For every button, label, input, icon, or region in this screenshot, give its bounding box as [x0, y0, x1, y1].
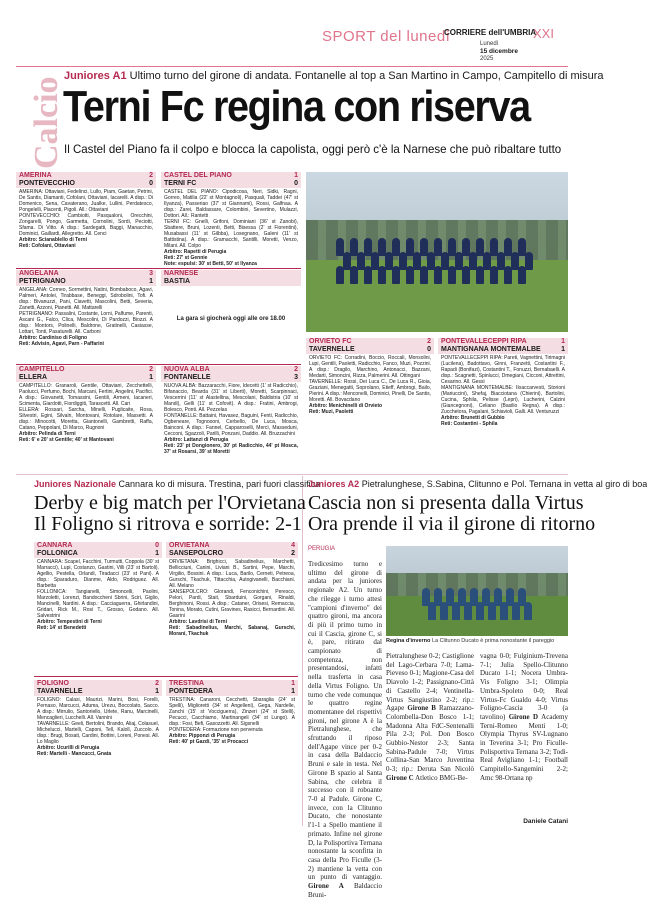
- referee: Arbitro: Lavdrisi di Terni: [169, 619, 227, 625]
- home-score: 2: [155, 680, 159, 687]
- match-card: [166, 542, 298, 637]
- referee: Arbitro: Pelinda di Terni: [19, 431, 76, 437]
- away-team: TERNI FC: [164, 180, 197, 187]
- score-box: [34, 542, 162, 558]
- main-kicker: [64, 70, 603, 82]
- left-title-line2: Il Foligno si ritrova e sorride: 2-1: [34, 513, 302, 535]
- right-title-line2: Ora prende il via il girone di ritorno: [308, 513, 596, 535]
- away-team: PONTEVECCHIO: [19, 180, 76, 187]
- lineup-home: TRESTINA: Canaroni, Cecchetti, Sbaraglia (24' st Spelli), Miglioretti (34' st Angelleni), Gega, Nardelle, Zanchi (15' st Vocciguerra), Zinzeri (24' st Stelli), Pecucci, Cacchiamo, Martinangeli (34' st Lungo). A disp.: Fosi, Befi, Gasozzetti. All. Sigsnelli: [169, 697, 295, 727]
- match-card: [161, 172, 301, 267]
- lineup-away: PONTEDERA: Formazione non pervenuta: [169, 727, 263, 733]
- article-col2-text: Pietralunghese 0-2; Castiglione del Lago-Cerbara 7-0; Lama-Pieveso 0-1; Magione-Casa del Diavolo 1-2; Passignano-Città di Castello 2-4; Ventinella-Virtus Sangiustino 2-2; rip.: Agape: [386, 652, 474, 713]
- away-score: 1: [291, 688, 295, 695]
- player-figure: [434, 266, 442, 284]
- lineup-away: MANTIGNANA MONTEMALBE: Iloaccarvesti, Storioni (Mariuccini), Shefaj, Biacciotana (Chierini), Bartolini, Cucina, Sphila, Pelisse (Lepri), Lucherini, Calzini (Giancegnoni), Celiano (Basilio Regna). A disp.: Zucchetora, Pagalani, Schiavioli, Galli. All. Venturuzzi: [441, 385, 565, 415]
- home-team: TRESTINA: [169, 680, 204, 687]
- notes: Note: espulsi: 30' st Betti, 50' st Ilyanza: [164, 261, 257, 267]
- player-figure: [524, 602, 532, 620]
- lineup-away: PONTEVECCHIO: Cambiotti, Pasqualoni, Orecchini, Zongarelli, Pongo, Garmetta, Cornolini, Sordi, Peciotti, Sfama. Di Vitto. A disp.: Sardegatti, Baggi, Manacchio, Dominici, Gaillardi, Allegretto. All. Cenci: [19, 213, 153, 237]
- away-team: FOLLONICA: [37, 550, 78, 557]
- lineup-home: CANNARA: Scapel, Facchini, Turmutti, Coppola (30' st Marracci), Lupi, Costanzo, Gastini, Villi (23' st Bartoli), Agellio, Pestella, Orlandi, Tiradacci (23' st Pani). A disp.: Sparaduro, Dianme, Aldo, Rodriguez. All. Barbetta: [37, 559, 159, 589]
- match-card: [306, 338, 434, 415]
- player-figure: [462, 266, 470, 284]
- home-team: ORVIETO FC: [309, 338, 352, 345]
- match-card: [34, 680, 162, 757]
- away-team: TAVERNELLE: [309, 346, 355, 353]
- away-team: MANTIGNANA MONTEMALBE: [441, 346, 541, 353]
- girone-d-text: Academy Terni-Romeo Menti 1-0; Olympia Thyrus SV-Lugnano in Teverina 3-1; Pro Ficulle-Polisportiva Ternana 3-2; Todi-Real Avigliano 1-1; Football Campitello-Sangemini 2-2; Amc 98-Ortana np: [480, 712, 568, 782]
- column-divider: [302, 476, 303, 826]
- score-box: [161, 366, 301, 382]
- score-box: [438, 338, 568, 354]
- player-figure: [464, 602, 472, 620]
- away-score: 0: [149, 180, 153, 187]
- left-kicker-text: Cannara ko di misura. Trestina, pari fuori classifica: [118, 479, 321, 489]
- girone-c-text: Atletico BMG-Be-: [415, 773, 468, 782]
- away-team: SANSEPOLCRO: [169, 550, 224, 557]
- girone-c-label: Girone C: [386, 773, 414, 782]
- lineup-home: FOLIGNO: Calasi, Maurizi, Marini, Bosi, Forelli, Pernaso, Marcucci, Aduma, Urezu, Boccolato, Sacco. A disp.: Mirrulio, Santoriello, Urlete, Ranu, Marcinelli, Mencaglieri, Lucchelli. All. Vannini: [37, 697, 159, 721]
- match-card: [16, 270, 156, 347]
- goals: Reti: 23' pt Dongionero, 30' pt Radicchio, 44' pt Mosca, 37' st Rosarsi, 39' st Moretti: [164, 443, 298, 455]
- player-figure: [504, 266, 512, 284]
- away-score: 1: [149, 278, 153, 285]
- away-score: 1: [149, 374, 153, 381]
- home-team: NARNESE: [164, 270, 199, 277]
- away-score: 1: [155, 688, 159, 695]
- article-column-3: [480, 652, 568, 783]
- lineup-home: ANGELANA: Corneo, Sormettini, Natini, Bombaboco, Agavi, Palmeri, Antolei, Tirabbase, Beneggi, Sdrobolini, Tofi. A disp.: Bivanuzzi, Pani, Ciavetti, Mascolini, Betti, Severia, Zanetti, Azzoni, Pianetti. All. Mattarelli: [19, 287, 153, 311]
- match-card: [34, 542, 162, 631]
- home-score: 0: [155, 542, 159, 549]
- referee: Arbitro: Lattanzi di Perugia: [164, 437, 229, 443]
- player-figure: [428, 602, 436, 620]
- header-rule: [16, 66, 568, 67]
- main-kicker-text: Ultimo turno del girone di andata. Fontanelle al top a San Martino in Campo, Campitello di misura: [129, 70, 604, 82]
- date-year: 2025: [480, 56, 494, 62]
- goals: Reti: Cofolani, Ottaviani: [19, 243, 76, 249]
- player-figure: [452, 602, 460, 620]
- girone-b-label: Girone B: [407, 704, 436, 713]
- lineup-away: FONTANELLE: Battaini, Havasez, Baguini, Fenti, Radicchio, Ogbeneare, Tognoooni, Cerbello, De Luca, Mosca, Bainconi. A disp.: Fannel, Capparoselli, Mercì, Masseduni, Cecconi, Sgazzoli, Parilli, Ponzani, Daddio. All. Bruzzachini: [164, 413, 298, 437]
- section-title: SPORT del lunedì: [322, 28, 451, 45]
- away-score: 0: [294, 180, 298, 187]
- home-team: NUOVA ALBA: [164, 366, 210, 373]
- lineup-home: CASTEL DEL PIANO: Cipodicosa, Neri, Sidki, Ragni, Gorreo, Matilia (22' st Montagnoli), Pasquali, Taddei (47' st Ilyanza), Passeriao (37' st Giannami), Rossi, Galfnaa. A disp.: Zarei, Baldassare, Colombini, Severtino, Mulazzi, Dottori. All.: Rantetti: [164, 189, 298, 219]
- lineup-away: FOLLONICA: Tangianelli, Simoncelli, Paolini, Marzoletti, Lorenzi, Bandoccheni Sbrini, Sciri, Giglio, Mancinelli, Nardini. A disp.: Cacciaguerra, Ghirlandini, Gridari, Rick M., Rosi T., Grosso, Godano. All. Salvestrini: [37, 589, 159, 619]
- divider: [16, 268, 301, 269]
- player-figure: [336, 266, 344, 284]
- article-column-1: [308, 560, 382, 899]
- goals: Reti: 6' e 20' st Gentile; 40' st Mantovani: [19, 437, 114, 443]
- lineup-away: ELLERA: Rossari, Sarcha, Minelli, Puglicaite, Rosa, Silvestri, Egini, Silvaln, Montovani, Rotolare, Massetti. A disp.: Minocotti, Moretta, Giantonelli, Gambretti, Raffa, Catano, Peppolani, Di Marco, Rugnoni: [19, 407, 153, 431]
- lineup-away: TAVARNELLE: Geeli, Bertolini, Brando, Aliaj, Colasuel, Michelucci, Martelli, Caponi, Tell, Kaloll, Zuccolo. A disp.: Brugi, Bosati, Cardini, Bottini, Loreni, Ponesi. All. Lo Maglio: [37, 721, 159, 745]
- home-team: CASTEL DEL PIANO: [164, 172, 232, 179]
- player-figure: [512, 602, 520, 620]
- away-score: 2: [291, 550, 295, 557]
- referee: Arbitro: Ucurilli di Perugia: [37, 745, 100, 751]
- player-figure: [490, 266, 498, 284]
- home-team: PONTEVALLECEPPI RIPA: [441, 338, 527, 345]
- left-title-line1: Derby e big match per l'Orvietana: [34, 492, 306, 514]
- right-kicker-label: Juniores A2: [308, 479, 360, 489]
- player-figure: [525, 252, 533, 270]
- divider: [16, 364, 301, 365]
- goals: Reti: Martelli - Mancucci, Gnata: [37, 751, 112, 757]
- goals: Reti: Sabadinelius, Marchi, Sabanaj, Gurschi, Morani, Tkachuk: [169, 625, 295, 637]
- player-figure: [476, 602, 484, 620]
- score-box: [161, 270, 301, 286]
- player-figure: [406, 266, 414, 284]
- referee: Arbitro: Cardiniso di Foligno: [19, 335, 88, 341]
- right-kicker: [308, 479, 647, 489]
- lineup-away: TAVERNELLE: Rossi, Dei Luca C., De Luca R., Gioia, Graziani, Menegatti, Soprolano, Etieff, Ambrogi, Bailo, Pierini. A disp.: Menconelli, Dominici, Pinelli, De Santis, Moretti. All. Bovacdano: [309, 379, 431, 403]
- author: Daniele Catani: [523, 818, 568, 825]
- away-score: 1: [561, 346, 565, 353]
- match-card: [438, 338, 568, 427]
- score-box: [166, 542, 298, 558]
- section-divider: [16, 474, 568, 475]
- home-score: 2: [149, 172, 153, 179]
- referee: Arbitro: Menichinelli di Orvieto: [309, 403, 383, 409]
- home-score: 1: [294, 172, 298, 179]
- away-team: BASTIA: [164, 278, 191, 285]
- score-box: [34, 680, 162, 696]
- referee: Arbitro: Rapetti di Perugia: [164, 249, 227, 255]
- main-headline: Terni Fc regina con riserva: [63, 82, 530, 131]
- dateline: PERUGIA: [308, 546, 336, 552]
- girone-b-text: Ramazzano-Colombella-Don Bosco 1-1; Madonna Alta FdC-Sentenalli Pila 2-3; Pol. Don Bosco Gubbio-Nestor 2-3; Santa Sabina-Padule 7-0; Virtus Collina-San Marco Juventina 0-3; rip.: Deruta San Nicolò: [386, 704, 474, 774]
- match-card: [161, 270, 301, 322]
- home-team: ANGELANA: [19, 270, 59, 277]
- match-card: [16, 366, 156, 443]
- lineup-home: PONTEVALLECEPPI RIPA: Pareti, Vagnettini, Tirimagni (Lucilena), Badottavo, Ginni, Franzetti, Costantini F., Rapadi (Bonifazi), Costantini T., Fonuzzi, Bernabaelli. A disp.: Scagnetti, Spinlucci, Dmegiani, Cicconi, Attrettini, Cesarino. All. Gessi: [441, 355, 565, 385]
- referee: Arbitro: Pipponzi di Perugia: [169, 733, 236, 739]
- lineup-away: SANSEPOLCRO: Glorandi, Fenconichini, Peresco, Pelori, Pardi, Stait, Sbarduini, Gorgani, Rinaldi, Berghinoni, Rossi. A disp.: Cataner, Orisesi, Remaccia, Tonina, Morato, Cutini, Gravines, Rasicci, Bernardini. All. Gasrini: [169, 589, 295, 619]
- caption-text: La Clitunno Ducato è prima nonostante il pareggio: [431, 638, 555, 644]
- lineup-home: AMERINA: Ottaviani, Fedelinci, Lullo, Piam, Gaetan, Petrini, De Santis, Diamanti, Cofolani, Ottaviani, Iacarelli. A disp.: Di Domenico, Sena, Cavaterano, Jualke, Lullini, Perdatesco, Pongelelli, Piacenti, Pigoli. All.: Ottaviani: [19, 189, 153, 213]
- goals: Reti: 40' pt Gazdi, '35' st Procacci: [169, 739, 249, 745]
- girone-a-label: Girone A: [308, 882, 344, 891]
- away-score: 3: [294, 374, 298, 381]
- player-figure: [440, 602, 448, 620]
- player-figure: [392, 266, 400, 284]
- match-card: [166, 680, 298, 745]
- player-figure: [518, 266, 526, 284]
- home-team: AMERINA: [19, 172, 52, 179]
- score-box: [166, 680, 298, 696]
- caption-label: Regina d'inverno: [386, 638, 431, 644]
- player-figure: [350, 266, 358, 284]
- score-box: [16, 172, 156, 188]
- away-team: ELLERA: [19, 374, 47, 381]
- goals: Reti: 27' st Gennie: [164, 255, 208, 261]
- away-score: 0: [427, 346, 431, 353]
- referee: Arbitro: Tempestini di Terni: [37, 619, 102, 625]
- score-box: [306, 338, 434, 354]
- date-date: 15 dicembre: [480, 48, 518, 55]
- home-team: CAMPITELLO: [19, 366, 65, 373]
- match-note: La gara si giocherà oggi alle ore 18.00: [176, 316, 286, 322]
- match-card: [16, 172, 156, 249]
- home-score: 2: [149, 366, 153, 373]
- player-figure: [378, 266, 386, 284]
- lineup-home: ORVIETANA: Brighicci, Sabadinelius, Marchetti, Bellicciuni, Canini, Liviani B., Sartini, Pepe, Marchi, Virgilio, Bossini. A disp.: Luca, Barilo, Cerneti, Petreoa, Gurschi, Tkachuk, Tittacchia, Autogivanelli, Bacchiani. All. Melano: [169, 559, 295, 589]
- right-kicker-text: Pietralunghese, S.Sabina, Clitunno e Pol. Ternana in vetta al giro di boa: [361, 479, 647, 489]
- score-box: [16, 366, 156, 382]
- article-column-2: [386, 652, 474, 783]
- lineup-home: CAMPITELLO: Granaroli, Gentile, Ottaviani, Zecchettelli, Paolucci, Perfumo, Bochi, Marcani, Fertini, Angelini, Pacifici. A disp.: Giovanetti, Tomassini, Gentili, Armeni, Iacaneri, Scimenta, Giardotti, Fiordiggiti, Tarascetti. All. Cari: [19, 383, 153, 407]
- referee: Arbitro: Scianablello di Terni: [19, 237, 87, 243]
- goals: Reti: Costantini - Sphila: [441, 421, 498, 427]
- girone-d-label: Girone D: [508, 712, 539, 721]
- away-team: PONTEDERA: [169, 688, 213, 695]
- team-photo-2: [386, 546, 568, 636]
- goals: Reti: 14' st Benedetti: [37, 625, 87, 631]
- newspaper-logo: CORRIERE dell'UMBRIA: [444, 28, 537, 37]
- away-team: PETRIGNANO: [19, 278, 66, 285]
- away-score: 1: [155, 550, 159, 557]
- lineup-home: ORVIETO FC: Corradini, Boccio, Roccali, Monsolini, Lupi, Gentili, Paoletti, Radicchio, Fanco, Muzi, Pozzini. A disp.: Dragilo, Marchino, Antonacci, Bazzani, Medarti, Simoncini, Rizza, Palmerini. All. Ottingani: [309, 355, 431, 379]
- match-card: [161, 366, 301, 455]
- home-team: ORVIETANA: [169, 542, 210, 549]
- home-score: 2: [294, 366, 298, 373]
- article-col3-text: vagna 0-0; Fulginium-Trevena 7-1; Julia Spello-Clitunno Ducato 1-1; Nocera Umbra-Vis Foligno 3-1; Olimpia Umbra-Spoleto 0-0; Real Virtus-Fc Gualdo 4-0; Virtus Foligno-Cascia 3-0 (a tavolino): [480, 652, 568, 721]
- lineup-away: PETRIGNANO: Passalini, Costante, Lorni, Palfume, Parenti, Ascani G., Falco, Clica, Mescolini, Di Pardozzi, Biozzi. A disp.: Montors, Polinelli, Baldrone, Gratinelli, Casiasse, Lottari, Tonti, Pasaturelli. All. Carboni: [19, 311, 153, 335]
- goals: Reti: Advisin, Agavi, Parn - Paffarini: [19, 341, 104, 347]
- date-day: Lunedì: [480, 41, 499, 47]
- home-score: 3: [149, 270, 153, 277]
- away-team: FONTANELLE: [164, 374, 211, 381]
- main-subhead: Il Castel del Piano fa il colpo e blocca la capolista, oggi però c'è la Narnese che può ribaltare tutto: [64, 142, 562, 156]
- player-figure: [364, 266, 372, 284]
- photo-caption: [386, 638, 568, 644]
- page-number: XXI: [533, 26, 554, 41]
- girone-a-text: Baldaccio Bruni-: [308, 882, 382, 899]
- player-figure: [448, 266, 456, 284]
- right-title-line1: Cascia non si presenta dalla Virtus: [308, 492, 584, 514]
- home-team: FOLIGNO: [37, 680, 69, 687]
- home-team: CANNARA: [37, 542, 73, 549]
- player-figure: [500, 602, 508, 620]
- article-col1-text: Tredicesimo turno e ultimo del girone di andata per la juniores regionale A2. Un turno che rilegge i turno attesi "campioni d'inverno" dei quattro gironi, ma ancora di più il primo turno in cui il Cascia, girone C, si è, pare, ritirato dal campionato di competenza, non presentandosi, infatti nella trasferta in casa della Virtus Foligno. Un turno che vede comunque le quattro regine momentanee del rispettivi gironi, nel girone A è la Pietralunghese, che sfruttando il riposo dell'Agape vince per 0-2 in casa della Baldaccio Bruni e sale in testa. Nel Girone B spazio al Santa Sabina, che celebra il successo con il roboante 7-0 al Padule. Girone C, invece, con la Clitunno Ducato, che nonostante l'1-1 a Spello mantiene il primato. Infine nel girone D, la Polisportiva Ternana nonostante la sconfitta in casa della Pro Ficulle (3-2) mantiene la vetta con un punto di vantaggio.: [308, 560, 382, 882]
- home-score: 1: [291, 680, 295, 687]
- score-box: [161, 172, 301, 188]
- main-kicker-label: Juniores A1: [64, 70, 127, 82]
- away-team: TAVARNELLE: [37, 688, 83, 695]
- player-figure: [488, 602, 496, 620]
- left-kicker: [34, 479, 320, 489]
- player-figure: [476, 266, 484, 284]
- home-score: 1: [561, 338, 565, 345]
- player-figure: [420, 266, 428, 284]
- goals: Reti: Muzi, Paoletti: [309, 409, 354, 415]
- lineup-home: NUOVA ALBA: Bazzaracchi, Fiore, Idecetti (1' st Radicchio), Bifanaccio, Bearda (31' st Liberti), Moretti, Scarpinnaci, Vescerrini (11' st Alastellina, Mescolani, Baldistria (10' st Mandi), Gelli (11' st Cofovit). A disp.: Fratini, Ambrogi, Bolesco, Ponti. All. Pezzelas: [164, 383, 298, 413]
- lineup-away: TERNI FC: Gnelli, Grifoni, Dominiani (36' st Zanobi), Sbattere, Bruni, Lozenti, Betti, Bisessa (2' st Fiorentini), Musabassi (11' st Gilbba), Losegnano, Galeni (11' st Battistina). A disp.: Gramacchi, Santilli, Moretti, Venzo, Milani. All. Colpo: [164, 219, 298, 249]
- team-photo: [306, 172, 568, 332]
- home-score: 2: [427, 338, 431, 345]
- referee: Arbitro: Brunetti di Gubbio: [441, 415, 505, 421]
- section-vertical-label: Calcio: [28, 76, 65, 169]
- left-kicker-label: Juniores Nazionale: [34, 479, 117, 489]
- divider: [34, 676, 298, 677]
- score-box: [16, 270, 156, 286]
- home-score: 4: [291, 542, 295, 549]
